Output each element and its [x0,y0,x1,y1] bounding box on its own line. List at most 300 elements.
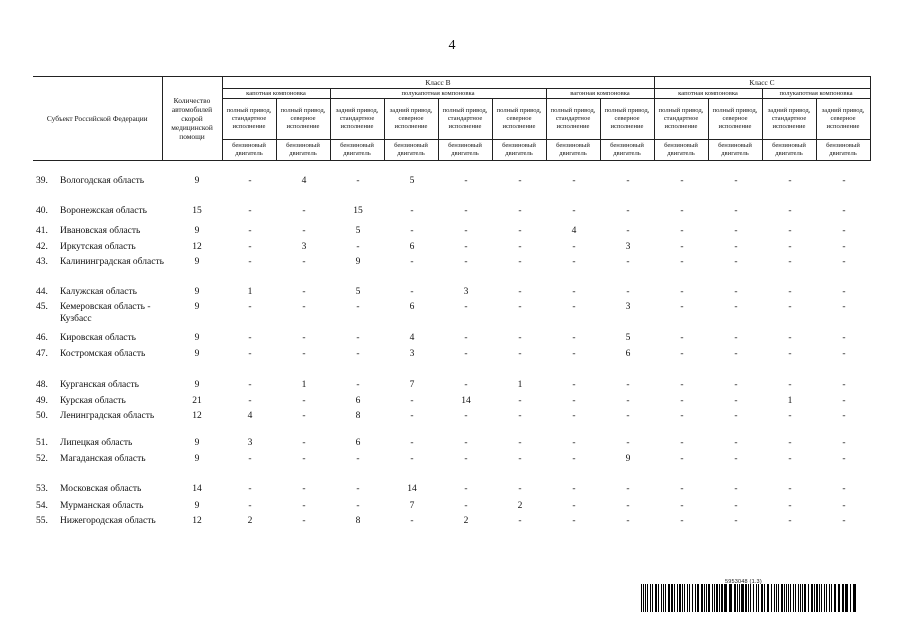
variant-value: - [626,501,630,511]
barcode-bar [748,584,749,612]
variant-value: - [248,257,252,267]
barcode-bar [741,584,744,612]
region-name: Калужская область [60,287,137,297]
header-engine: бензиновый двигатель [330,140,384,161]
vehicle-count: 14 [192,484,202,494]
row-number: 51. [36,438,48,448]
variant-value: 2 [517,501,523,511]
header-class-c: Класс С [654,77,870,89]
row-number: 39. [36,176,48,186]
barcode-bar [814,584,815,612]
variant-value: 6 [355,438,361,448]
variant-value: - [518,302,522,312]
barcode-bar [674,584,675,612]
variant-value: - [356,454,360,464]
header-variant: задний привод, северное исполнение [384,99,438,140]
variant-value: - [248,380,252,390]
barcode-bar [784,584,785,612]
region-name: Кемеровская область - Кузбасс [60,302,151,324]
table-row [33,453,866,483]
variant-value: 7 [409,380,415,390]
variant-value: - [302,302,306,312]
variant-value: - [842,257,846,267]
vehicle-count: 12 [192,516,202,526]
variant-value: - [410,257,414,267]
variant-value: - [464,438,468,448]
variant-value: 5 [355,226,361,236]
variant-value: - [842,226,846,236]
vehicle-count: 9 [194,380,200,390]
barcode-bar [842,584,844,612]
region-name: Курганская область [60,380,139,390]
variant-value: - [248,349,252,359]
variant-value: - [842,333,846,343]
variant-value: - [680,302,684,312]
variant-value: - [302,501,306,511]
variant-value: - [788,176,792,186]
variant-value: - [788,484,792,494]
table-row [33,437,866,453]
variant-value: - [302,516,306,526]
row-number: 48. [36,380,48,390]
region-name: Мурманская область [60,501,144,511]
variant-value: - [464,484,468,494]
variant-value: - [680,349,684,359]
vehicle-count: 21 [192,396,202,406]
variant-value: - [518,396,522,406]
variant-value: - [734,396,738,406]
vehicle-count: 15 [192,206,202,216]
barcode-bar [795,584,796,612]
variant-value: - [842,380,846,390]
variant-value: - [302,226,306,236]
row-number: 52. [36,454,48,464]
vehicle-count: 9 [194,333,200,343]
variant-value: - [302,257,306,267]
barcode-bar [753,584,754,612]
table-row [33,410,866,437]
variant-value: - [410,454,414,464]
barcode-bar [697,584,699,612]
header-engine: бензиновый двигатель [600,140,654,161]
table-row [33,205,866,225]
vehicle-count: 9 [194,176,200,186]
variant-value: - [788,411,792,421]
header-variant: задний привод, северное исполнение [816,99,870,140]
variant-value: - [842,396,846,406]
header-engine: бензиновый двигатель [384,140,438,161]
table-row [33,286,866,301]
variant-value: - [734,242,738,252]
variant-value: 8 [355,516,361,526]
variant-value: - [788,302,792,312]
variant-value: - [302,411,306,421]
variant-value: - [464,380,468,390]
variant-value: - [626,380,630,390]
barcode-bar [661,584,662,612]
variant-value: - [788,287,792,297]
variant-value: - [734,454,738,464]
variant-value: - [842,349,846,359]
row-number: 46. [36,333,48,343]
barcode-bar [802,584,803,612]
barcode-bar [800,584,801,612]
barcode-bar [712,584,713,612]
variant-value: - [248,302,252,312]
variant-value: - [680,333,684,343]
barcode-bar [756,584,757,612]
barcode-bar [776,584,777,612]
barcode-bar [671,584,673,612]
variant-value: - [680,484,684,494]
row-number: 49. [36,396,48,406]
barcode-bar [706,584,707,612]
header-class-b: Класс В [222,77,654,89]
variant-value: - [410,206,414,216]
variant-value: - [572,380,576,390]
region-name: Иркутская область [60,242,136,252]
table-row [33,348,866,379]
variant-value: - [572,501,576,511]
variant-value: 14 [461,396,471,406]
variant-value: - [680,454,684,464]
barcode-bar [650,584,651,612]
variant-value: - [518,438,522,448]
variant-value: 1 [247,287,253,297]
barcode-bar [729,584,732,612]
variant-value: 1 [301,380,307,390]
variant-value: - [464,333,468,343]
barcode-bar [771,584,772,612]
variant-value: - [464,206,468,216]
variant-value: - [464,257,468,267]
variant-value: - [464,226,468,236]
variant-value: 3 [247,438,253,448]
variant-value: - [302,396,306,406]
variant-value: - [464,176,468,186]
variant-value: 6 [355,396,361,406]
table-row [33,175,866,205]
variant-value: - [302,438,306,448]
variant-value: 3 [301,242,307,252]
vehicle-count: 12 [192,242,202,252]
variant-value: - [734,302,738,312]
barcode-bar [682,584,683,612]
variant-value: - [788,349,792,359]
header-engine: бензиновый двигатель [222,140,276,161]
variant-value: - [680,226,684,236]
variant-value: - [410,287,414,297]
variant-value: 2 [463,516,469,526]
variant-value: - [356,380,360,390]
vehicle-count: 9 [194,257,200,267]
variant-value: - [248,333,252,343]
variant-value: - [356,242,360,252]
variant-value: - [788,438,792,448]
region-name: Липецкая область [60,438,133,448]
variant-value: - [572,176,576,186]
barcode-bar [701,584,703,612]
variant-value: - [788,242,792,252]
barcode-bar [774,584,775,612]
variant-value: 9 [355,257,361,267]
variant-value: - [842,438,846,448]
row-number: 44. [36,287,48,297]
variant-value: - [572,516,576,526]
variant-value: - [464,349,468,359]
region-name: Воронежская область [60,206,147,216]
barcode-bar [808,584,809,612]
variant-value: - [788,333,792,343]
variant-value: - [464,302,468,312]
variant-value: - [572,242,576,252]
header-engine: бензиновый двигатель [708,140,762,161]
barcode-bar [647,584,648,612]
variant-value: - [302,206,306,216]
table-row [33,379,866,395]
variant-value: 5 [355,287,361,297]
variant-value: - [302,484,306,494]
barcode-bar [764,584,765,612]
variant-value: - [734,501,738,511]
variant-value: - [464,411,468,421]
barcode-bar [788,584,789,612]
barcode-bar [838,584,840,612]
barcode-bar [641,584,642,612]
header-subject: Субъект Российской Федерации [33,77,162,161]
variant-value: - [302,349,306,359]
variant-value: - [464,501,468,511]
variant-value: - [356,349,360,359]
variant-value: - [572,333,576,343]
variant-value: 5 [625,333,631,343]
variant-value: - [248,396,252,406]
variant-value: - [788,206,792,216]
variant-value: - [464,242,468,252]
variant-value: - [248,242,252,252]
barcode-bar [687,584,688,612]
table-row [33,301,866,332]
variant-value: - [302,333,306,343]
header-layout-c-semihood: полукапотная компоновка [762,89,870,99]
variant-value: - [572,438,576,448]
barcode-bar [821,584,822,612]
variant-value: - [572,454,576,464]
variant-value: - [680,380,684,390]
variant-value: - [356,333,360,343]
header-variant: полный привод, северное исполнение [276,99,330,140]
vehicle-count: 9 [194,302,200,312]
variant-value: 3 [409,349,415,359]
header-variant: задний привод, стандартное исполнение [762,99,816,140]
table-row [33,515,866,544]
header-variant: полный привод, северное исполнение [600,99,654,140]
table-row [33,483,866,500]
header-variant: задний привод, стандартное исполнение [330,99,384,140]
header-variant: полный привод, северное исполнение [708,99,762,140]
variant-value: - [518,349,522,359]
barcode-bar [816,584,818,612]
variant-value: 5 [409,176,415,186]
barcode-bar [658,584,659,612]
variant-value: - [680,396,684,406]
variant-value: - [788,226,792,236]
header-engine: бензиновый двигатель [492,140,546,161]
header-engine: бензиновый двигатель [546,140,600,161]
variant-value: - [734,333,738,343]
variant-value: - [842,501,846,511]
variant-value: 6 [409,242,415,252]
table-header [33,76,871,161]
row-number: 54. [36,501,48,511]
variant-value: - [842,206,846,216]
variant-value: - [626,516,630,526]
table-row [33,256,866,286]
variant-value: - [518,454,522,464]
vehicle-count: 9 [194,226,200,236]
row-number: 55. [36,516,48,526]
table-row [33,332,866,348]
barcode-bar [737,584,738,612]
variant-value: - [734,438,738,448]
variant-value: - [842,516,846,526]
barcode-bar [778,584,779,612]
variant-value: - [842,176,846,186]
vehicle-count: 9 [194,349,200,359]
variant-value: 6 [409,302,415,312]
table-row [33,500,866,515]
variant-value: - [842,411,846,421]
variant-value: 8 [355,411,361,421]
variant-value: - [518,206,522,216]
variant-value: - [518,287,522,297]
table-row [33,225,866,241]
barcode-bar [853,584,856,612]
variant-value: - [248,454,252,464]
variant-value: - [788,380,792,390]
header-layout-b-van: вагонная компоновка [546,89,654,99]
variant-value: - [626,287,630,297]
barcode-bar [679,584,681,612]
row-number: 42. [36,242,48,252]
header-engine: бензиновый двигатель [654,140,708,161]
barcode-bar [708,584,710,612]
barcode-bar [719,584,720,612]
table-row [33,395,866,410]
variant-value: - [788,516,792,526]
variant-value: - [626,176,630,186]
barcode-bar [724,584,727,612]
header-variant: полный привод, северное исполнение [492,99,546,140]
variant-value: 3 [625,242,631,252]
variant-value: - [842,302,846,312]
barcode-bar [652,584,653,612]
variant-value: 6 [625,349,631,359]
header-engine: бензиновый двигатель [762,140,816,161]
variant-value: - [680,242,684,252]
variant-value: - [842,242,846,252]
barcode-bar [668,584,670,612]
variant-value: - [626,411,630,421]
variant-value: - [572,206,576,216]
variant-value: - [518,484,522,494]
header-engine: бензиновый двигатель [276,140,330,161]
barcode-label: 5953048 (1.3) [725,579,762,585]
variant-value: 4 [571,226,577,236]
row-number: 41. [36,226,48,236]
barcode-bar [850,584,851,612]
row-number: 45. [36,302,48,312]
variant-value: - [518,226,522,236]
region-name: Московская область [60,484,142,494]
row-number: 53. [36,484,48,494]
barcode-bar [767,584,769,612]
variant-value: 9 [625,454,631,464]
barcode-bar [826,584,827,612]
variant-value: - [734,349,738,359]
row-number: 43. [36,257,48,267]
barcode-bar [643,584,644,612]
variant-value: - [302,287,306,297]
variant-value: - [518,257,522,267]
header-variant: полный привод, стандартное исполнение [222,99,276,140]
barcode-bar [804,584,806,612]
variant-value: - [626,206,630,216]
header-variant: полный привод, стандартное исполнение [438,99,492,140]
row-number: 50. [36,411,48,421]
region-name: Костромская область [60,349,146,359]
barcode-bar [645,584,646,612]
variant-value: - [626,438,630,448]
barcode-bar [692,584,693,612]
variant-value: 1 [517,380,523,390]
variant-value: - [680,176,684,186]
variant-value: - [626,396,630,406]
variant-value: - [302,454,306,464]
table-row [33,241,866,256]
variant-value: - [734,516,738,526]
vehicle-count: 9 [194,287,200,297]
region-name: Ивановская область [60,226,141,236]
vehicle-count: 9 [194,501,200,511]
variant-value: - [734,257,738,267]
region-name: Магаданская область [60,454,146,464]
row-number: 40. [36,206,48,216]
page-number: 4 [448,38,456,53]
variant-value: - [680,287,684,297]
variant-value: - [680,516,684,526]
variant-value: - [626,484,630,494]
variant-value: - [518,176,522,186]
header-layout-c-hood: капотная компоновка [654,89,762,99]
variant-value: - [842,287,846,297]
barcode-bar [793,584,794,612]
barcode-bar [716,584,718,612]
variant-value: - [572,287,576,297]
variant-value: - [788,454,792,464]
variant-value: - [788,501,792,511]
variant-value: - [734,380,738,390]
variant-value: - [410,226,414,236]
vehicle-count: 9 [194,438,200,448]
variant-value: - [680,438,684,448]
variant-value: - [248,484,252,494]
barcode-bar [845,584,848,612]
variant-value: 14 [407,484,417,494]
barcode-bar [761,584,763,612]
variant-value: - [518,242,522,252]
variant-value: 2 [247,516,253,526]
